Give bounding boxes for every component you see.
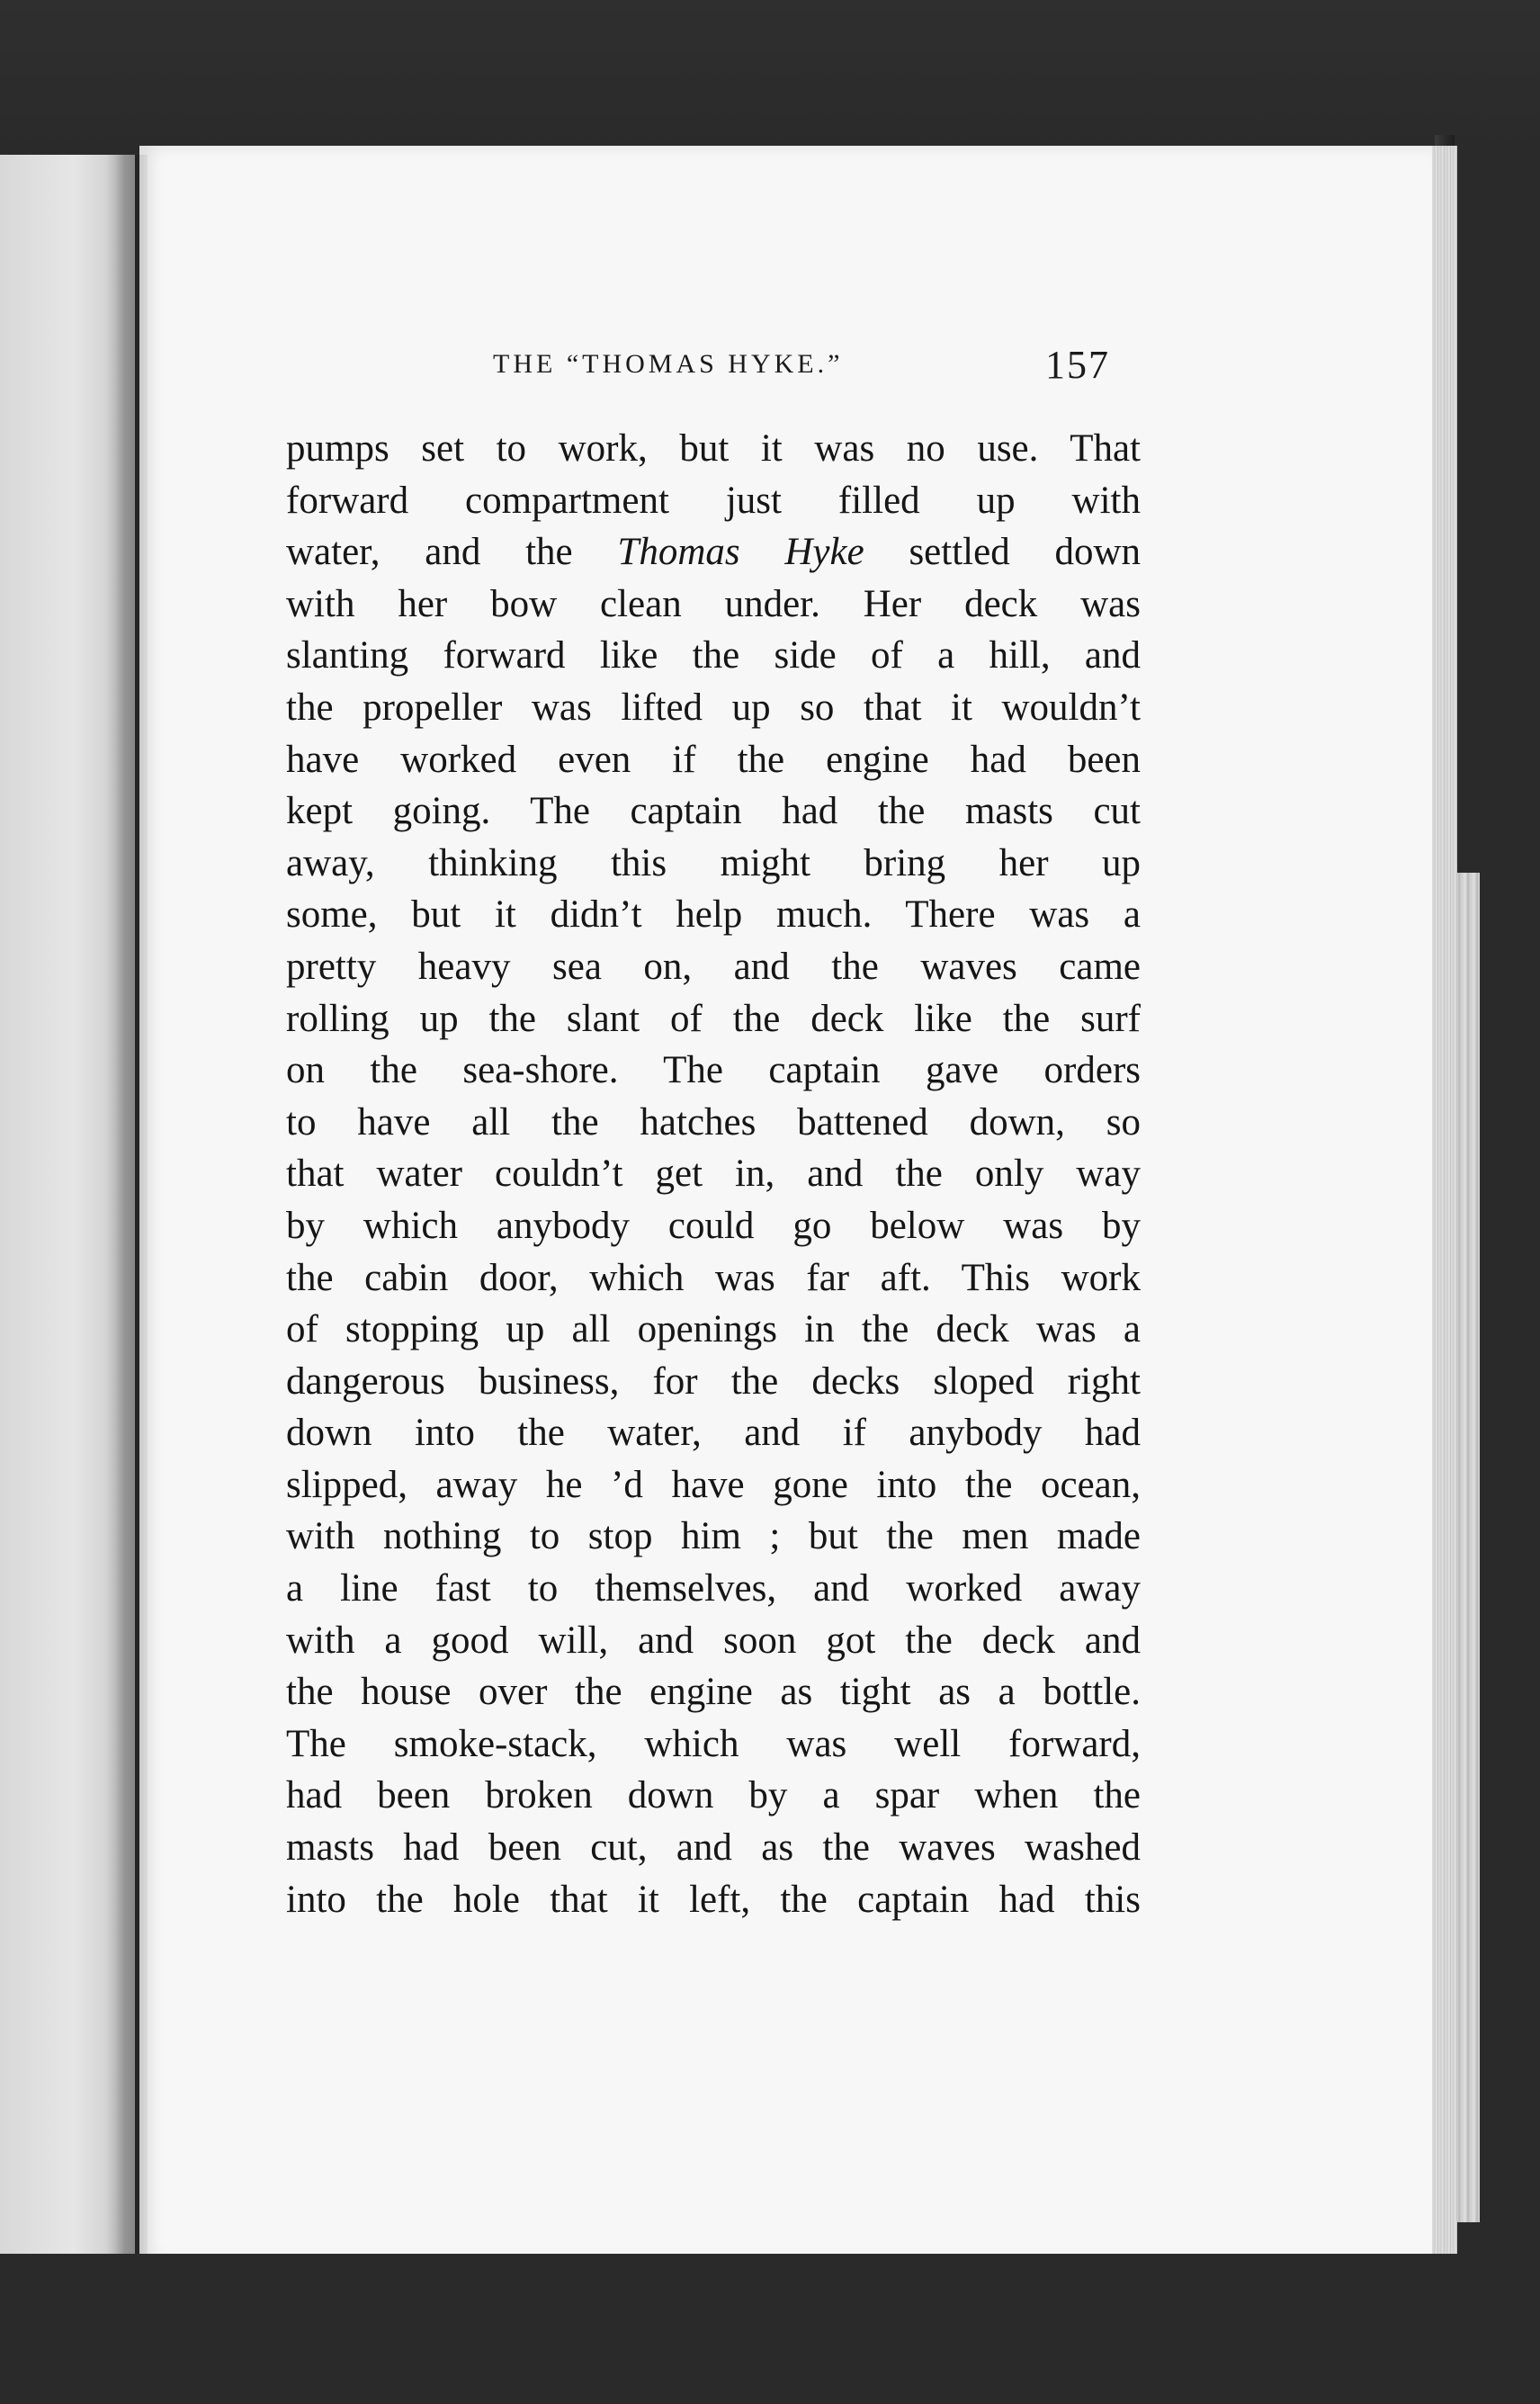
text-line: pretty heavy sea on, and the waves came [286, 945, 1141, 988]
background-bottom [0, 2254, 1540, 2404]
page-fore-edge [1432, 146, 1457, 2262]
text-line: with nothing to stop him ; but the men made [286, 1515, 1141, 1558]
text-line: with her bow clean under. Her deck was [286, 582, 1141, 625]
text-line: into the hole that it left, the captain had this [286, 1878, 1141, 1921]
text-line: had been broken down by a spar when the [286, 1774, 1141, 1817]
text-line: the house over the engine as tight as a bottle. [286, 1671, 1141, 1714]
text-line: some, but it didn’t help much. There was a [286, 893, 1141, 937]
text-line-end: settled down [864, 531, 1141, 574]
ship-name-italic: Thomas Hyke [617, 531, 864, 574]
page-number: 157 [1045, 343, 1110, 387]
text-line: pumps set to work, but it was no use. That [286, 427, 1141, 470]
background-top [0, 0, 1540, 157]
text-line: rolling up the slant of the deck like the surf [286, 997, 1141, 1040]
text-line: to have all the hatches battened down, so [286, 1100, 1141, 1144]
text-line: slipped, away he ’d have gone into the ocean, [286, 1463, 1141, 1506]
text-line: of stopping up all openings in the deck was a [286, 1308, 1141, 1351]
text-line: away, thinking this might bring her up [286, 841, 1141, 884]
text-line-with-italic [286, 526, 1141, 579]
text-line: with a good will, and soon got the deck and [286, 1619, 1141, 1662]
text-line: masts had been cut, and as the waves washed [286, 1826, 1141, 1870]
text-line: that water couldn’t get in, and the only way [286, 1153, 1141, 1196]
text-line: slanting forward like the side of a hill, and [286, 634, 1141, 677]
body-text [286, 423, 1141, 1925]
text-line: The smoke-stack, which was well forward, [286, 1722, 1141, 1765]
text-line: down into the water, and if anybody had [286, 1412, 1141, 1455]
page-gutter-shadow [106, 155, 148, 2258]
text-line: have worked even if the engine had been [286, 738, 1141, 781]
text-line: kept going. The captain had the masts cut [286, 790, 1141, 833]
text-line: forward compartment just filled up with [286, 479, 1141, 522]
running-head-title: THE “THOMAS HYKE.” [493, 349, 844, 379]
text-line: a line fast to themselves, and worked away [286, 1567, 1141, 1610]
text-line-start: water, and the [286, 531, 618, 574]
text-line: on the sea-shore. The captain gave orders [286, 1049, 1141, 1092]
text-line: dangerous business, for the decks sloped right [286, 1359, 1141, 1403]
text-line: the cabin door, which was far aft. This work [286, 1256, 1141, 1299]
text-line: the propeller was lifted up so that it wouldn’t [286, 686, 1141, 729]
text-line: by which anybody could go below was by [286, 1204, 1141, 1247]
running-header [0, 342, 1540, 396]
